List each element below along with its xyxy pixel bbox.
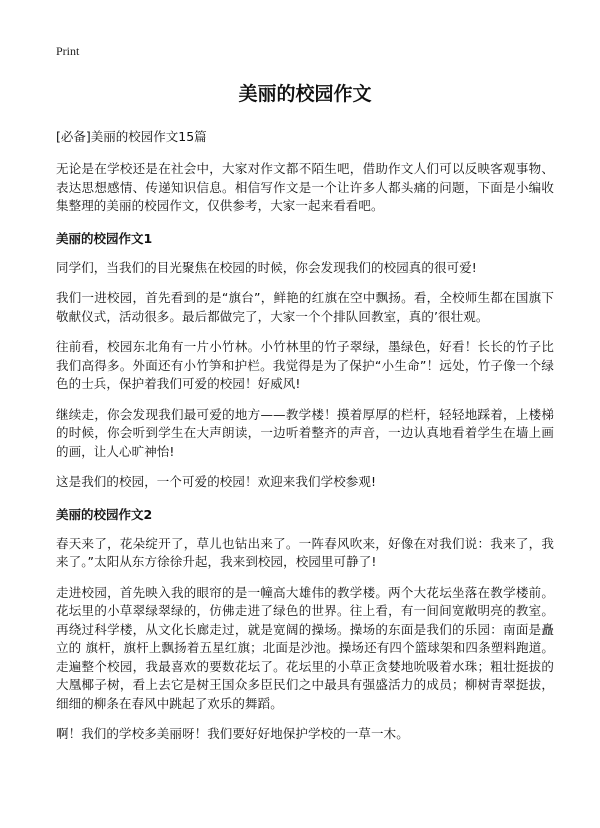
- section-1-paragraph-3: 往前看，校园东北角有一片小竹林。小竹林里的竹子翠绿，墨绿色，好看！长长的竹子比我们高得多。外面还有小竹笋和护栏。我觉得是为了保护“小生命”！远处，竹子像一个绿色的士兵，保护着我们可爱的校园！好威风!: [56, 339, 554, 391]
- section-2-paragraph-3: 啊！我们的学校多美丽呀！我们要好好地保护学校的一草一木。: [56, 726, 409, 741]
- print-link[interactable]: Print: [56, 44, 80, 58]
- section-1-paragraph-5: 这是我们的校园，一个可爱的校园！欢迎来我们学校参观!: [56, 474, 377, 489]
- section-1-paragraph-1: 同学们，当我们的目光聚焦在校园的时候，你会发现我们的校园真的很可爱!: [56, 259, 477, 275]
- section-heading-1: 美丽的校园作文1: [56, 230, 153, 246]
- section-2-paragraph-1: 春天来了，花朵绽开了，草儿也钻出来了。一阵春风吹来，好像在对我们说：我来了，我来了。”太阳从东方徐徐升起，我来到校园，校园里可静了!: [56, 535, 554, 569]
- page-title: 美丽的校园作文: [238, 83, 372, 105]
- section-1-paragraph-4: 继续走，你会发现我们最可爱的地方——教学楼！摸着厚厚的栏杆，轻轻地踩着，上楼梯的时候，你会听到学生在大声朗读，一边听着整齐的声音，一边认真地看着学生在墙上画的画，让人心旷神怡!: [56, 406, 554, 459]
- section-2-paragraph-2: 走进校园，首先映入我的眼帘的是一幢高大雄伟的教学楼。两个大花坛坐落在教学楼前。花坛里的小草翠绿翠绿的，仿佛走进了绿色的世界。往上看，有一间间宽敞明亮的教室。再绕过科学楼，从文化长廊走过，就是宽阔的操场。操场的东面是我们的乐园：南面是矗立的 旗杆，旗杆上飘扬着五星红旗；北面是沙池。操场还有四个篮球架和四条塑料跑道。走遍整个校园，我最喜欢的要数花坛了。花坛里的小草正贪婪地吮吸着水珠；粗壮挺拔的大凰椰子树，看上去它是树王国众多臣民们之中最具有强盛活力的成员；柳树青翠挺拔，细细的柳条在春风中跳起了欢乐的舞蹈。: [56, 584, 554, 711]
- intro-paragraph: 无论是在学校还是在社会中，大家对作文都不陌生吧，借助作文人们可以反映客观事物、表达思想感情、传递知识信息。相信写作文是一个让许多人都头痛的问题，下面是小编收集整理的美丽的校园作文，仅供参考，大家一起来看看吧。: [56, 161, 554, 213]
- section-1-paragraph-2: 我们一进校园，首先看到的是“旗台”，鲜艳的红旗在空中飘扬。看，全校师生都在国旗下敬献仪式，活动很多。最后都做完了，大家一个个排队回教室，真的’很壮观。: [56, 290, 554, 324]
- document-subtitle: [必备]美丽的校园作文15篇: [56, 129, 207, 144]
- section-heading-2: 美丽的校园作文2: [56, 506, 153, 522]
